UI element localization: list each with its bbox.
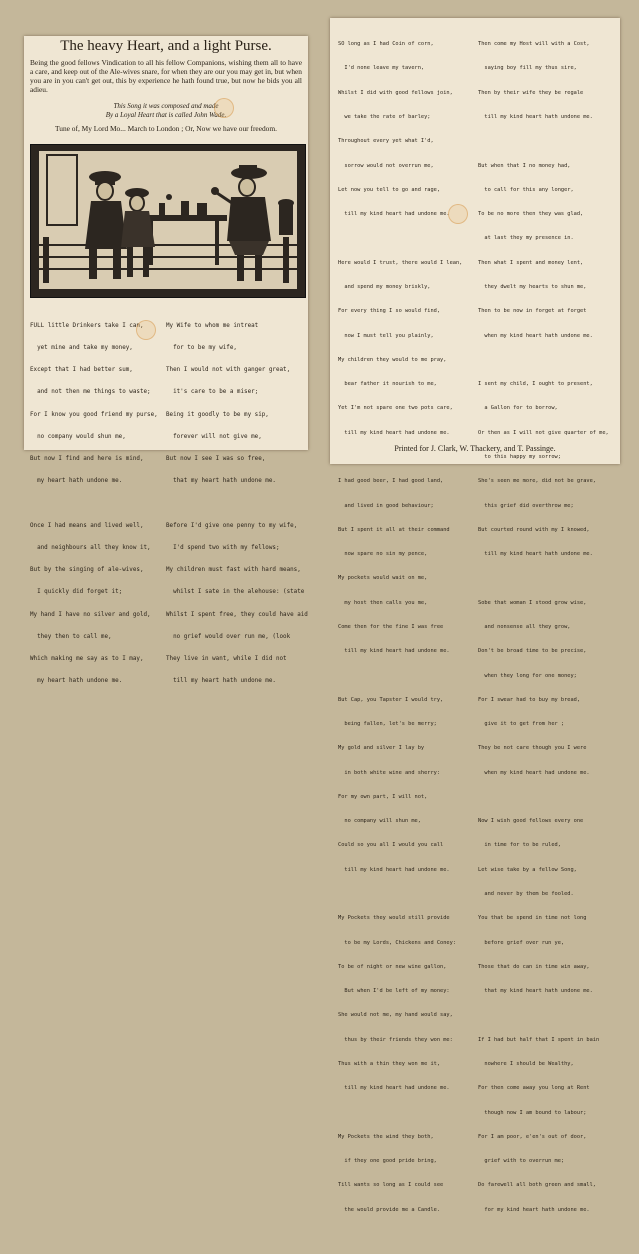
verse-line: they then to call me, [30,633,112,640]
verse-line: Let now you tell to go and rage, [338,186,441,193]
verse-line: Whilst I did with good fellows join, [338,89,453,96]
verse-line: till my kind heart hath undone me. [478,551,593,558]
verse-line: To be of night or new wine gallon, [338,963,447,970]
verse-line: to call for this any longer, [478,186,574,193]
verse-line: give it to get from her ; [478,721,565,728]
composer-note-line2: By a Loyal Heart that is called John Wade. [105,111,227,119]
verse-line: sorrow would not overrun me, [338,162,434,169]
verse-line: Sobe that woman I stood grow wise, [478,599,587,606]
verse-column-right [478,24,609,1254]
verse-line: now I must tell you plainly, [338,332,434,339]
verse-line: For I am poor, e'en's out of door, [478,1133,587,1140]
verse-line: for my kind heart hath undone me. [478,1206,590,1213]
verse-line: I'd spend two with my fellows; [166,545,280,551]
verse-line [338,1109,462,1117]
verse-line: Could so you all I would you call [338,842,444,849]
verse-line: thus by their friends they won me: [338,1036,453,1043]
left-broadside-sheet [24,36,308,685]
verse-line: the would provide me a Candle. [338,1206,441,1213]
verse-line: till my kind heart hath undone me. [478,114,593,121]
verse-line: Let wise take by a fellow Song, [478,866,577,873]
library-stamp [214,98,234,118]
verse-line: SO long as I had Coin of corn, [338,41,434,48]
verse-line: forever will not give me, [166,433,262,440]
verse-column-right [166,308,308,701]
verse-line: Here would I trust, there would I lean, [338,259,463,266]
verse-line: Come then for the fine I was free [338,623,444,630]
verse-line: it's care to be a miser; [166,389,259,396]
verse-line: before grief over run ye, [478,939,565,946]
verse-line: bear father it nourish to me, [338,381,437,388]
verse-line: saying boy fill my thus sire, [478,65,577,72]
verse-line: If I had but half that I spent in bain [478,1036,600,1043]
verse-line: You that be spend in time not long [478,915,587,922]
tavern-woodcut [30,144,306,298]
verse-line: Being it goodly to be my sip, [166,411,269,418]
verse-line: Then what I spent and money lent, [478,259,584,266]
verse-line: my heart hath undone me. [30,678,123,685]
verse-line: no company will shun me, [338,818,421,825]
verse-line [338,234,462,242]
verse-line [478,1230,609,1238]
verse-line: But courted round with my I knowed, [478,526,590,533]
verse-line: Whilst I spent free, they could have aid [166,611,308,618]
verse-line: Then I would not with ganger great, [166,367,291,374]
verse-line: in time for to be ruled, [478,842,561,849]
verse-line: But now I see I was so free, [166,456,266,463]
verse-line: My Pockets they would still provide [338,915,450,922]
verse-line: Once I had means and lived well, [30,522,144,529]
verse-line: Don't be broad time to be precise, [478,648,587,655]
verse-line: FULL little Drinkers take I can, [30,322,144,329]
verse-line: But I spent it all at their command [338,526,450,533]
verse-line: Those that do can in time win away, [478,963,590,970]
verse-column-left [338,24,462,1230]
composer-note-line1: This Song it was composed and made [113,102,219,110]
library-stamp [448,204,468,224]
verse-line [478,1011,609,1019]
verse-line: for to be my wife, [166,345,237,352]
verse-line: To be no more then they was glad, [478,211,584,218]
verse-line: Do farewell all both green and small, [478,1182,596,1189]
verse-line: My Wife to whom me intreat [166,322,259,329]
verse-line: Then by their wife they be regale [478,89,584,96]
verse-line: Till wants so long as I could see [338,1182,444,1189]
verse-line [478,793,609,801]
ballad-intro: Being the good fellows Vindication to all his fellow Companions, wishing them all to have a care, and keep out of the Ale-wives snare, for when they are our you may get in, but when you are in you can't get out, this by experience he hath found true, but now he bids you all adieu. [30,58,302,94]
ballad-title: The heavy Heart, and a light Purse. [60,38,272,54]
printer-imprint: Printed for J. Clark, W. Thackery, and T. Passinge. [394,444,556,453]
verse-line: yet mine and take my money, [30,345,133,352]
verse-line: if they one good pride bring, [338,1158,437,1165]
verse-line [478,356,609,364]
verse-line: Which making me say as to I may, [30,656,144,663]
verse-line: Except that I had better sum, [30,367,133,374]
verse-line: For then come away you long at Rent [478,1085,590,1092]
verse-line: till my kind heart had undone me. [338,866,450,873]
verse-line: Throughout every yet what I'd, [338,138,434,145]
verse-line: now spare no sin my pence, [338,551,428,558]
verse-line: But when I'd be left of my money: [338,988,450,995]
verse-line: that my kind heart hath undone me. [478,988,593,995]
verse-line: Or then as I will not give quarter of me, [478,429,609,436]
verse-line: to be my Lords, Chickens and Coney: [338,939,456,946]
verse-line: She would not me, my hand would say, [338,1012,453,1019]
verse-line: my host then calls you me, [338,599,428,606]
verse-line: My pockets would wait on me, [338,575,428,582]
verse-line: and lived in good behaviour; [338,502,434,509]
verse-line: My children they would to me pray, [338,356,447,363]
verse-line: and neighbours all they know it, [30,545,151,551]
verse-line: nowhere I should be Wealthy, [478,1061,574,1067]
verse-line: my heart hath undone me. [30,478,123,485]
verse-line [478,137,609,145]
verse-line: though now I am bound to labour; [478,1109,587,1116]
verse-line: being fallen, let's be merry; [338,721,437,728]
verse-line: Before I'd give one penny to my wife, [166,522,298,529]
verse-line: this grief did overthrow me; [478,502,574,509]
verse-line: when my kind heart hath undone me. [478,332,593,339]
verse-line: at last they my presence in. [478,235,574,242]
verse-line: whilst I sate in the alehouse: (state [166,589,305,596]
verse-line: a Gallon for to borrow, [478,405,558,412]
verse-line: Now I wish good fellows every one [478,818,584,825]
verse-line: But now I find and here is mind, [30,456,144,463]
verse-line: For I know you good friend my purse, [30,411,158,418]
verse-line [338,672,462,680]
verse-line: till my kind heart had undone me. [338,211,450,218]
tune-line: Tune of, My Lord Mo... March to London ; Or, Now we have our freedom. [55,124,277,133]
verse-line: I quickly did forget it; [30,589,123,596]
verse-line: Then come my Host will with a Cost, [478,41,590,48]
verse-line: My Pockets the wind they both, [338,1133,434,1140]
verse-line: For my own part, I will not, [338,793,428,800]
verse-line: They live in want, while I did not [166,656,287,663]
verse-line: when they long for one money; [478,672,577,679]
verse-line: that my heart hath undone me. [166,478,276,485]
verse-line [478,574,609,582]
verse-line: I had good beer, I had good land, [338,478,444,485]
verse-line [166,501,308,508]
verse-line [338,890,462,898]
verse-line: and not then me things to waste; [30,389,151,396]
verse-line: My children must fast with hard means, [166,567,301,574]
verse-line: when my kind heart had undone me. [478,769,590,776]
verse-line: to this happy my sorrow; [478,453,561,460]
verse-line: we take the rate of barley; [338,114,431,121]
verse-line: till my kind heart had undone me. [338,1085,450,1092]
verse-line: For I swear had to buy my bread, [478,696,581,703]
verse-line: But Cap, you Tapster I would try, [338,696,444,703]
verse-line: till my kind heart had undone me. [338,648,450,655]
verse-line: Thus with a thin they won me it, [338,1061,441,1067]
verse-line: They be not care though you I were [478,745,587,752]
verse-line [338,453,462,461]
library-stamp [136,320,156,340]
verse-line: till my heart hath undone me. [166,678,276,685]
verse-line: grief with to overrun me; [478,1158,565,1165]
right-broadside-sheet [330,18,620,1213]
verse-line: For every thing I so would find, [338,308,441,315]
verse-line: I sent my child, I ought to present, [478,381,593,388]
verse-line: no grief would over run me, (look [166,633,291,640]
verse-line: But when that I no money had, [478,162,571,169]
verse-line: in both white wine and sherry: [338,769,441,776]
verse-line: and nonsense all they grow, [478,623,571,630]
verse-line: and spend my money briskly, [338,284,431,290]
verse-line: Then to be now in forget at forget [478,308,587,315]
verse-line: they dwelt my hearts to shun me, [478,284,587,290]
verse-line: till my kind heart had undone me. [338,429,450,436]
verse-column-left [30,308,158,701]
verse-line [30,501,158,508]
verse-line: She's seen me more, did not be grave, [478,478,596,485]
verse-line: no company would shun me, [30,433,126,440]
verse-line: But by the singing of ale-wives, [30,567,144,574]
verse-line: My gold and silver I lay by [338,745,425,752]
verse-line: and never by them be fooled. [478,891,574,898]
verse-line: I'd none leave my tavern, [338,65,425,72]
verse-line: Yet I'm not spare one two pots care, [338,405,453,412]
verse-line: My hand I have no silver and gold, [30,611,151,618]
